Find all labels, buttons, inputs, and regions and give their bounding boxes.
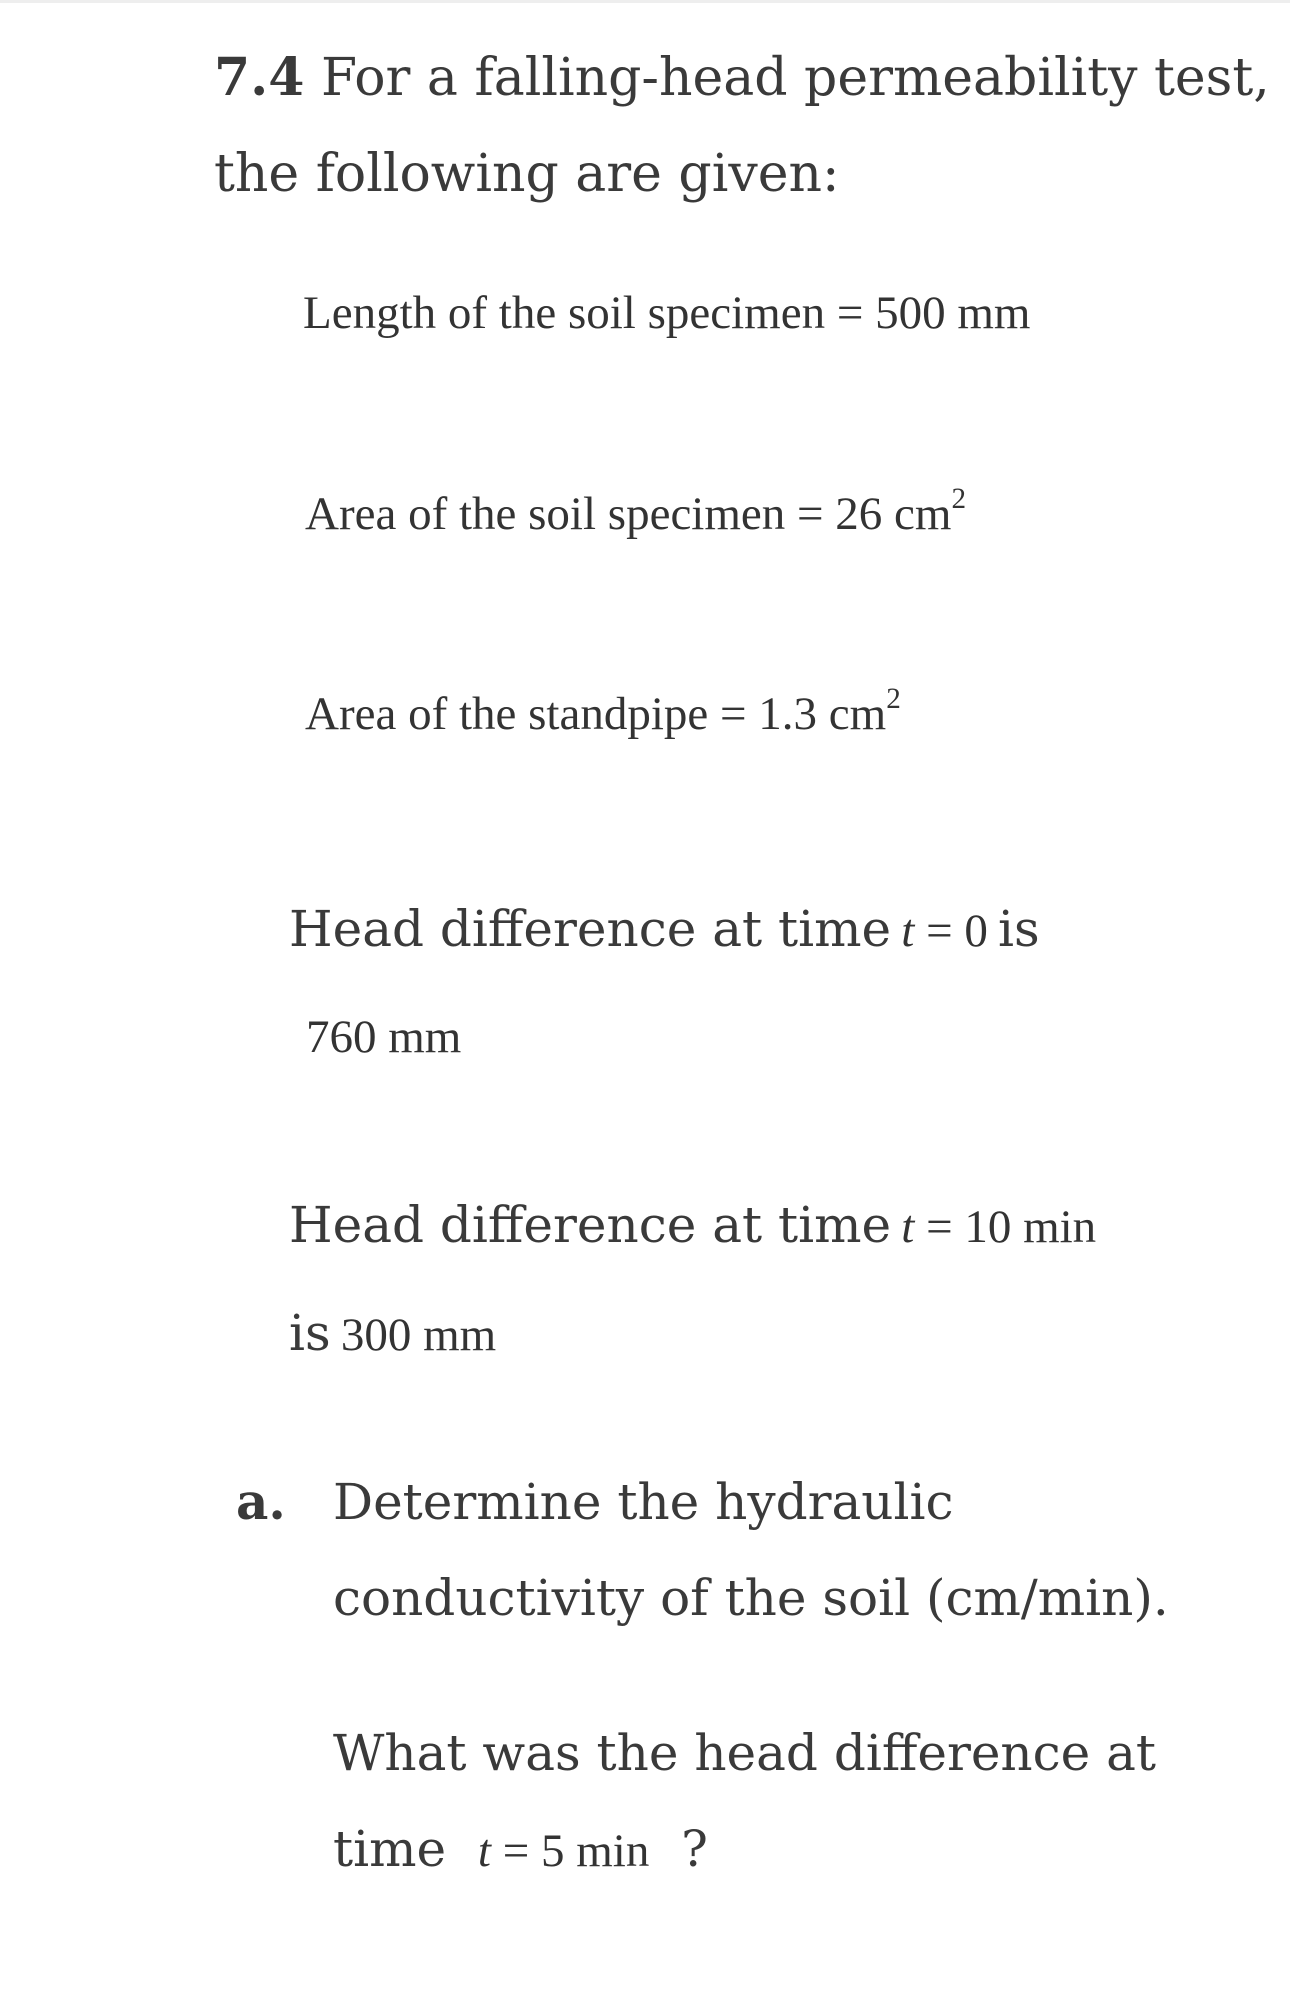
given-area-specimen: Area of the soil specimen = 26 $cm^2$ bbox=[305, 483, 967, 540]
top-divider bbox=[0, 0, 1290, 3]
question-b: What was the head difference at time t = 5 min ? bbox=[333, 1705, 1156, 1899]
question-a-label: a. bbox=[236, 1472, 286, 1531]
intro-line-2: the following are given: bbox=[214, 144, 840, 204]
question-b-line-1: What was the head difference at bbox=[333, 1724, 1157, 1782]
given-area-standpipe: Area of the standpipe = 1.3 $cm^2$ bbox=[305, 683, 901, 740]
intro-line-1: For a falling-head permeability test, bbox=[321, 48, 1270, 108]
given-head-t10: Head difference at time t = 10 min is 300 mm bbox=[289, 1196, 1097, 1362]
given-length: Length of the soil specimen = 500 mm bbox=[303, 287, 1031, 339]
question-a-line-2: conductivity of the soil (cm/min). bbox=[333, 1569, 1169, 1627]
question-a-line-1: Determine the hydraulic bbox=[333, 1473, 954, 1531]
problem-statement bbox=[214, 30, 1270, 222]
problem-number: 7.4 bbox=[214, 47, 305, 108]
given-head-t0: Head difference at time t = 0 is 760 mm bbox=[289, 900, 1040, 1063]
